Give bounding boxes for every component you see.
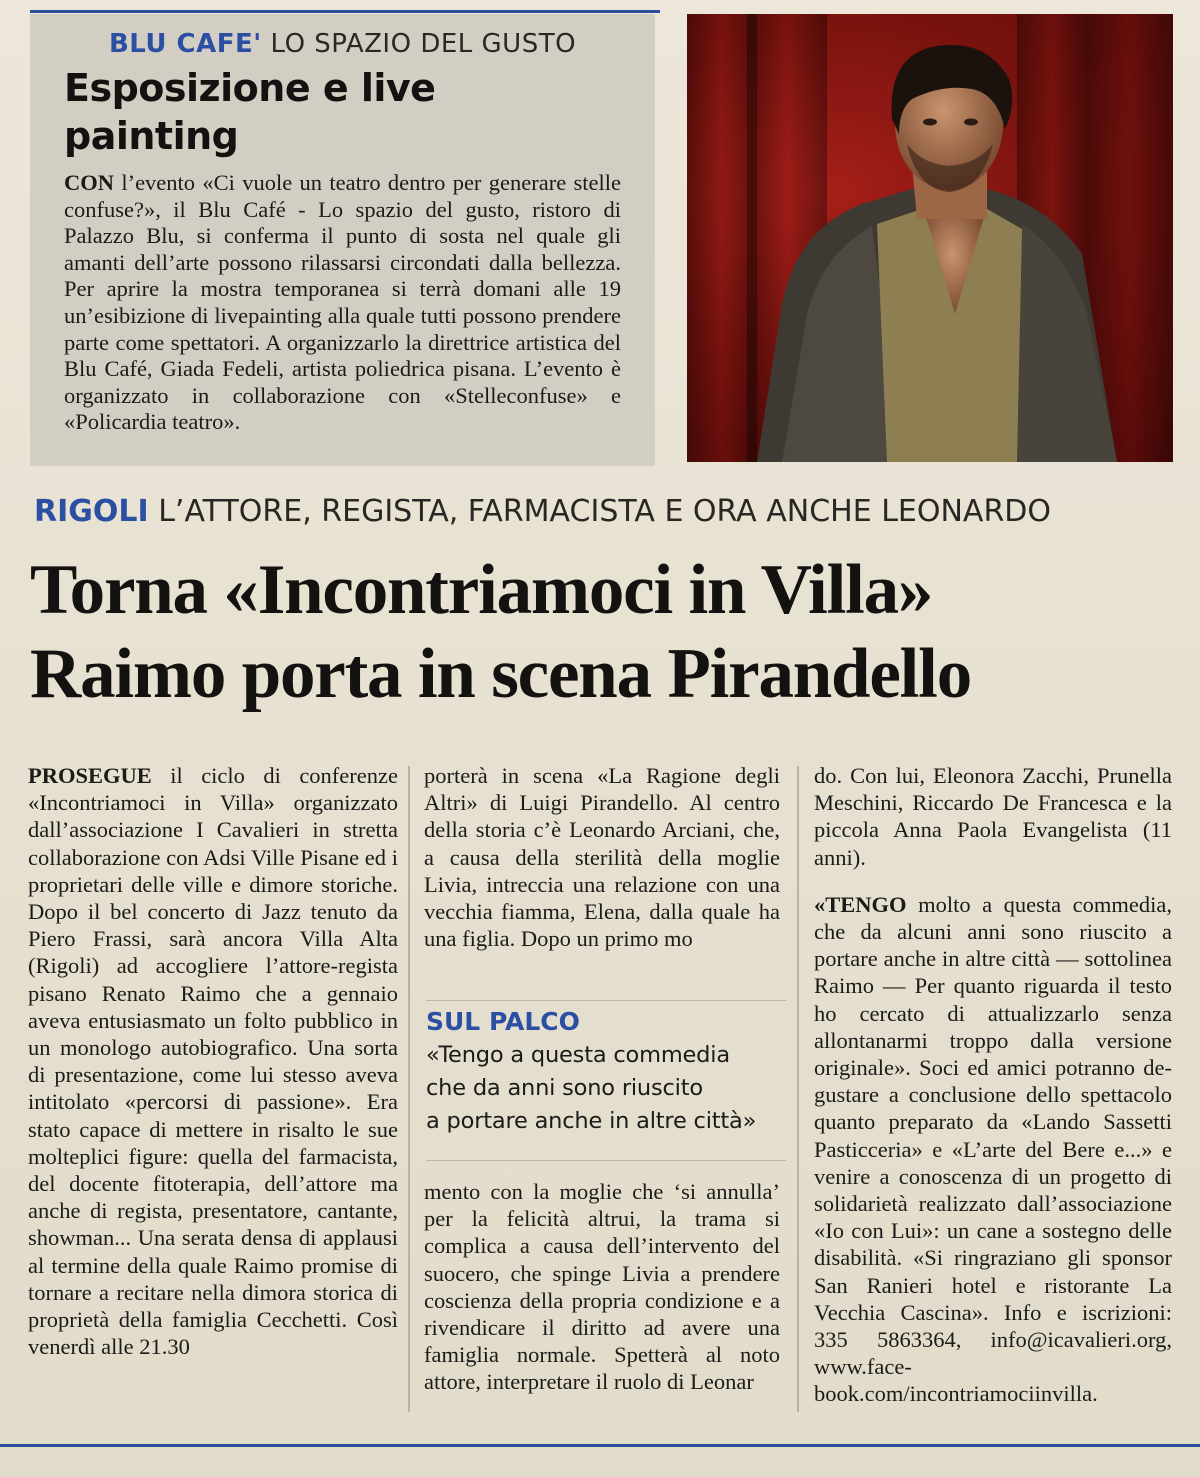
article-lead-word: PROSEGUE bbox=[28, 763, 152, 788]
cafe-kicker-text: LO SPAZIO DEL GUSTO bbox=[270, 29, 577, 59]
pull-quote-box bbox=[426, 1000, 786, 1138]
article-column-3 bbox=[814, 762, 1172, 1408]
pull-quote-bottom-rule bbox=[426, 1160, 786, 1161]
cafe-lead-word: CON bbox=[64, 170, 114, 195]
cafe-headline: Esposizione e live painting bbox=[64, 66, 436, 158]
cafe-body bbox=[64, 170, 621, 436]
article-kicker-tag: RIGOLI bbox=[34, 494, 149, 529]
headline-line-2: Raimo porta in scena Pirandello bbox=[30, 635, 971, 713]
bottom-blue-rule bbox=[0, 1444, 1200, 1447]
column-3-lead-word: «TENGO bbox=[814, 891, 907, 917]
article-column-2-bottom: mento con la moglie che ‘si annulla’ per la felicità altrui, la trama si complica a causa dell’intervento del suocero, che spinge Livia a prendere coscienza della propria condizione e a rivendicare il diritto ad avere una famiglia normale. Spetterà al noto attore, interpretare il ruolo di Leonar bbox=[424, 1179, 780, 1395]
column-divider-1 bbox=[408, 766, 410, 1412]
cafe-kicker bbox=[64, 28, 621, 60]
pull-quote-line-2: che da anni sono riuscito bbox=[426, 1075, 703, 1101]
blu-cafe-article bbox=[30, 14, 655, 466]
article-column-2-top: porterà in scena «La Ragione degli Altri» di Luigi Pirandello. Al centro della storia c’è Leonardo Arciani, che, a causa della sterilità della moglie Livia, intreccia una relazione con una vecchia fiamma, Elena, dalla quale ha una figlia. Dopo un primo mo bbox=[424, 763, 780, 952]
pull-quote-line-1: «Tengo a questa commedia bbox=[426, 1042, 730, 1068]
article-headline bbox=[30, 548, 1190, 716]
actor-photo bbox=[687, 14, 1173, 462]
headline-line-1: Torna «Incontriamoci in Villa» bbox=[30, 551, 933, 629]
article-kicker bbox=[34, 492, 1184, 532]
pull-quote-line-3: a portare anche in altre città» bbox=[426, 1108, 757, 1134]
column-divider-2 bbox=[797, 766, 799, 1412]
article-kicker-text: L’ATTORE, REGISTA, FARMACISTA E ORA ANCHE LEONARDO bbox=[158, 494, 1051, 529]
article-column-1 bbox=[28, 762, 398, 1360]
column-3-quote-paragraph bbox=[814, 891, 1172, 1408]
cafe-body-text: l’evento «Ci vuole un teatro dentro per generare stelle confuse?», il Blu Café - Lo spazio del gusto, ristoro di Palazzo Blu, si conferma il punto di sosta nel quale gli amanti dell’arte possono rilassarsi circondati dalla bellezza. Per aprire la mostra temporanea si terrà domani alle 19 un’esibizione di livepainting alla quale tutti possono prendere parte come spettatori. A organizzarlo la direttrice artistica del Blu Café, Giada Fedeli, artista poliedrica pisana. L’evento è organizzato in collaborazione con «Stelleconfuse» e «Policardia teatro». bbox=[64, 170, 621, 435]
top-blue-rule bbox=[30, 10, 660, 13]
column-3-top-text: do. Con lui, Eleonora Zacchi, Prunella Meschini, Riccardo De Francesca e la piccola Anna Paola Evangelista (11 anni). bbox=[814, 763, 1172, 870]
column-1-text: il ciclo di conferenze «Incontriamoci in Villa» organizzato dall’associazione I Cavalieri in stretta collaborazione con Adsi Ville Pisane ed i proprietari delle ville e dimore storiche. Dopo il bel concerto di Jazz tenuto da Piero Frassi, sarà ancora Villa Alta (Rigoli) ad accogliere l’attore-regista pisano Renato Raimo che a gennaio aveva entusiasmato un folto pubblico in un monologo autobiografico. Una sorta di presentazione, come lui stesso aveva intitolato «percorsi di passione». Era stato capace di mettere in risalto le sue molteplici figure: quella del farmacista, del docente fitoterapia, dell’attore ma anche di regista, presentatore, cantante, showman... Una serata densa di applausi al termine della quale Raimo promise di tornare a recitare nella dimora storica di proprietà della famiglia Cecchetti. Così venerdì alle 21.30 bbox=[28, 763, 398, 1360]
actor-photo-illustration bbox=[687, 14, 1173, 462]
column-3-body-text: molto a questa commedia, che da alcuni anni sono riuscito a portare anche in altre città — sottolinea Raimo — Per quanto riguarda il testo ho cercato di attualizzarlo senza allontanarmi troppo dalla versione originale». Soci ed amici potranno degustare a conclusione dello spettacolo quanto preparato da «Lando Sassetti Pasticceria» e «L’arte del Bere e...» e venire a conoscenza di un progetto di solidarietà realizzato dall’associazione «Io con Lui»: un cane a sostegno delle disabilità. «Si ringraziano gli sponsor San Ranieri hotel e ristorante La Vecchia Cascina». Info e iscrizioni: 335 5863364, info@icavalieri.org, www.facebook.com/incontriamociinvilla. bbox=[814, 891, 1172, 1407]
cafe-kicker-tag: BLU CAFE' bbox=[108, 29, 262, 59]
pull-quote-tag: SUL PALCO bbox=[426, 1007, 580, 1036]
